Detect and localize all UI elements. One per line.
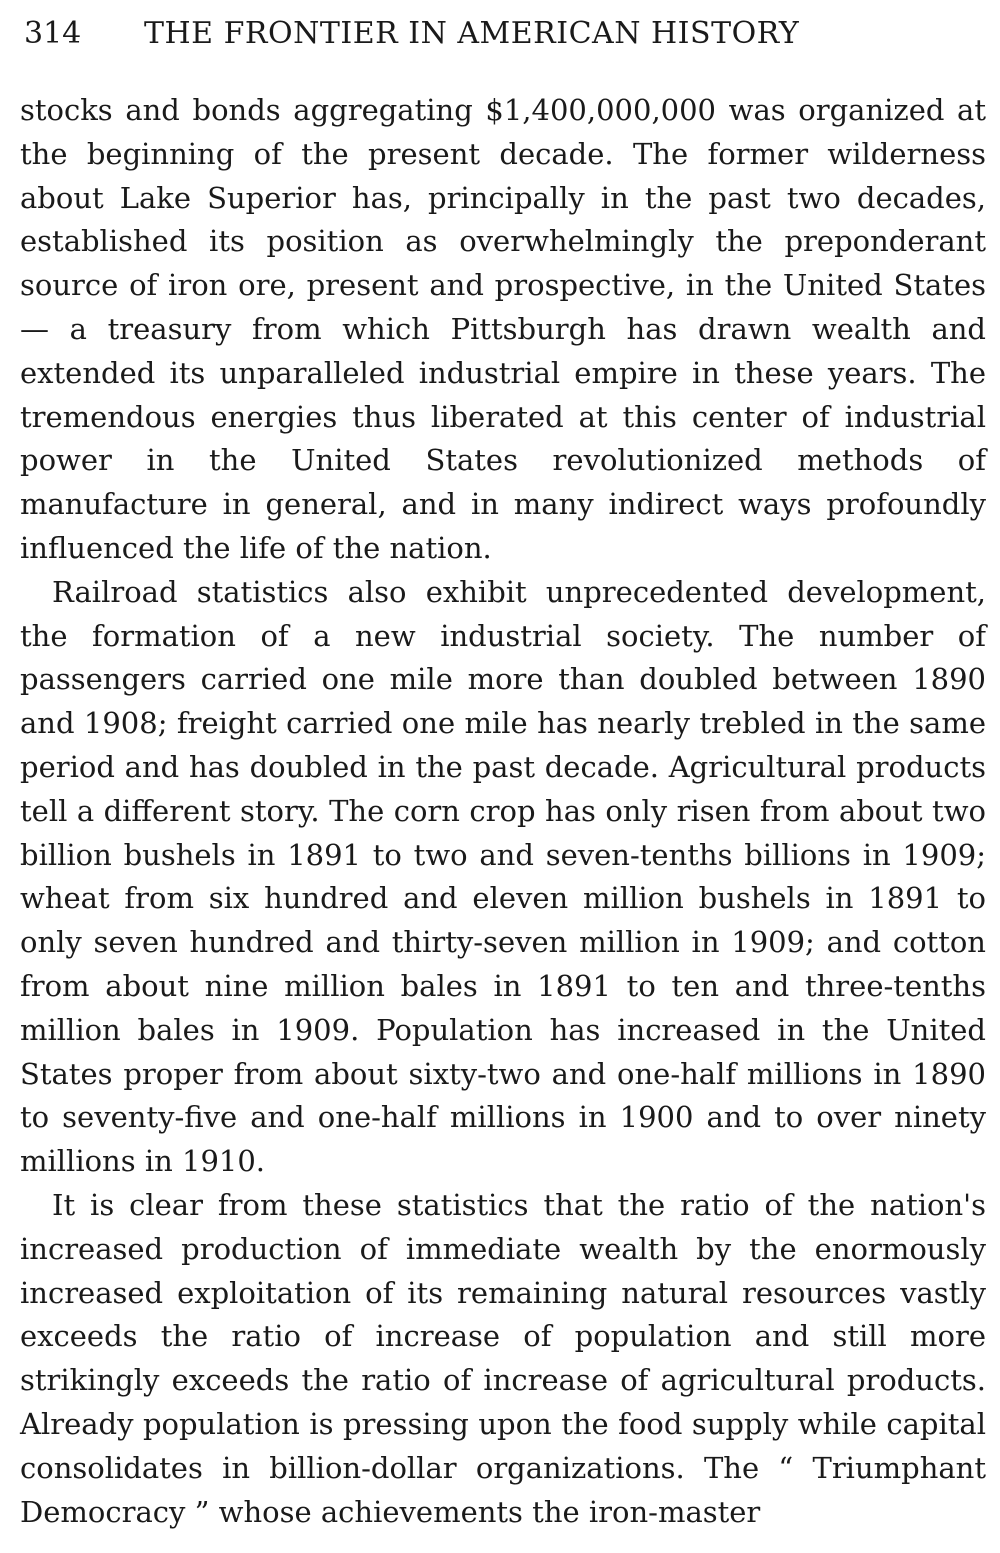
running-head	[20, 14, 986, 54]
body-text	[20, 89, 986, 1534]
running-title: THE FRONTIER IN AMERICAN HISTORY	[144, 16, 800, 51]
paragraph-railroad-statistics: Railroad statistics also exhibit unprecedented development, the formation of a new industrial society. The number of passengers carried one mile more than doubled between 1890 and 1908; freight carried one mile has nearly trebled in the same period and has doubled in the past decade. Agricultural products tell a different story. The corn crop has only risen from about two billion bushels in 1891 to two and seven-tenths billions in 1909; wheat from six hundred and eleven million bushels in 1891 to only seven hundred and thirty-seven million in 1909; and cotton from about nine million bales in 1891 to ten and three-tenths million bales in 1909. Population has increased in the United States proper from about sixty-two and one-half millions in 1890 to seventy-five and one-half millions in 1900 and to over ninety millions in 1910.	[20, 574, 986, 1179]
paragraph-continued: stocks and bonds aggregating $1,400,000,000 was organized at the beginning of the present decade. The former wilderness about Lake Superior has, principally in the past two decades, established its position as overwhelmingly the preponderant source of iron ore, present and prospective, in the United States — a treasury from which Pittsburgh has drawn wealth and extended its unparalleled industrial empire in these years. The tremendous energies thus liberated at this center of industrial power in the United States revolutionized methods of manufacture in general, and in many indirect ways profoundly influenced the life of the nation.	[20, 93, 986, 565]
book-page	[20, 0, 986, 1553]
page-number: 314	[24, 16, 82, 51]
paragraph-ratio-conclusion: It is clear from these statistics that the ratio of the nation's increased production of immediate wealth by the enormously increased exploitation of its remaining natural resources vastly exceeds the ratio of increase of population and still more strikingly exceeds the ratio of increase of agricultural products. Already population is pressing upon the food supply while capital consolidates in billion-dollar organizations. The “ Triumphant Democracy ” whose achievements the iron-master	[20, 1187, 986, 1529]
